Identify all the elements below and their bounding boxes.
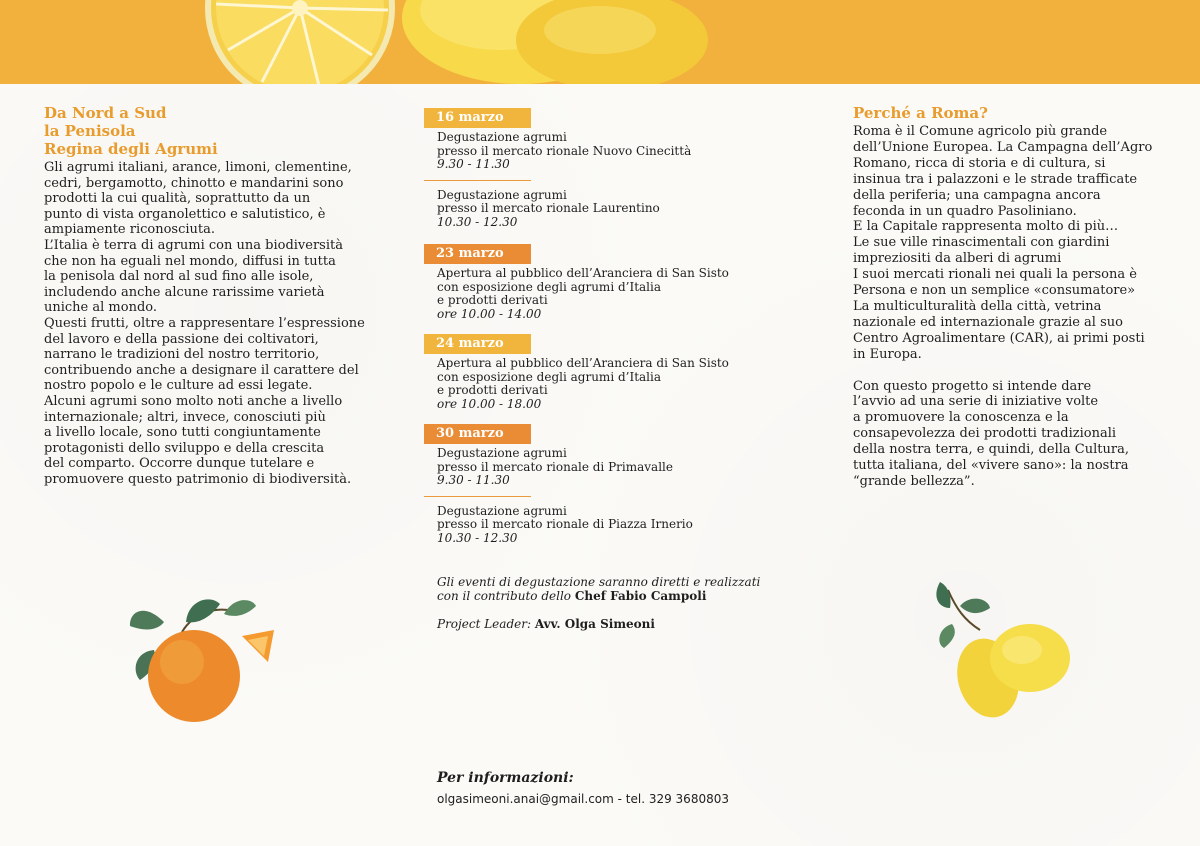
orange-illustration — [124, 592, 284, 722]
right-body-text: Roma è il Comune agricolo più grande dell’Unione Europea. La Campagna dell’Agro Romano, ricca di storia e di cultura, si insinua tra i palazzoni e le strade trafficate della periferia; una campagna ancora feconda in un quadro Pasoliniano. E la Capitale rappresenta molto di più… Le sue ville rinascimentali con giardini impreziositi da alberi di agrumi I suoi mercati rionali nei quali la persona è Persona e non un semplice «consumatore» La multiculturalità della città, vetrina nazionale ed internazionale grazie al suo Centro Agroalimentare (CAR), ai primi posti in Europa. Con questo progetto si intende dare l’avvio ad una serie di iniziative volte a promuovere la conoscenza e la consapevolezza dei prodotti tradizionali della nostra terra, e quindi, della Cultura, tutta italiana, del «vivere sano»: la nostra “grande bellezza”. — [853, 124, 1153, 489]
left-heading-line: Da Nord a Sud — [44, 104, 167, 122]
credits-line — [437, 589, 777, 603]
event-item — [437, 357, 729, 411]
credits-prefix: con il contributo dello — [437, 589, 575, 603]
left-body-text: Gli agrumi italiani, arance, limoni, clementine, cedri, bergamotto, chinotto e mandarini sono prodotti la cui qualità, soprattutto da un punto di vista organolettico e salutistico, è ampiamente riconosciuta. L’Italia è terra di agrumi con una biodiversità che non ha eguali nel mondo, diffusi in tutta la penisola dal nord al sud fino alle isole, includendo anche alcune rarissime varietà uniche al mondo. Questi frutti, oltre a rappresentare l’espressione del lavoro e della passione dei coltivatori, narrano le tradizioni del nostro territorio, contribuendo anche a designare il carattere del nostro popolo e le culture ad essi legate. Alcuni agrumi sono molto noti anche a livello internazionale; altri, invece, conosciuti più a livello locale, sono tutti congiuntamente protagonisti dello sviluppo e della crescita del comparto. Occorre dunque tutelare e promuovere questo patrimonio di biodiversità. — [44, 160, 365, 487]
event-text: Degustazione agrumi — [437, 446, 567, 460]
schedule-day — [424, 106, 691, 230]
event-item — [437, 189, 691, 230]
schedule-day — [424, 332, 729, 411]
event-item — [437, 267, 729, 321]
contact-line: olgasimeoni.anai@gmail.com - tel. 329 3680803 — [437, 792, 729, 806]
event-time: ore 10.00 - 14.00 — [437, 306, 542, 321]
event-time: 10.30 - 12.30 — [437, 214, 518, 229]
info-title: Per informazioni: — [437, 770, 574, 786]
date-label: 23 marzo — [424, 244, 531, 264]
date-label: 30 marzo — [424, 424, 531, 444]
event-time: 9.30 - 11.30 — [437, 157, 510, 172]
credits — [437, 575, 777, 631]
event-item — [437, 131, 691, 172]
event-text: Degustazione agrumi — [437, 130, 567, 144]
lemons-header-illustration — [0, 0, 1200, 84]
project-leader-name: Avv. Olga Simeoni — [534, 617, 655, 631]
event-text: e prodotti derivati — [437, 383, 548, 398]
event-text: con esposizione degli agrumi d’Italia — [437, 369, 662, 384]
event-text: presso il mercato rionale Nuovo Cinecittà — [437, 143, 692, 158]
event-item — [437, 505, 693, 546]
lemons-illustration — [930, 578, 1080, 728]
event-time: ore 10.00 - 18.00 — [437, 396, 542, 411]
event-text: presso il mercato rionale Laurentino — [437, 201, 660, 216]
info-block — [437, 770, 777, 806]
event-text: presso il mercato rionale di Primavalle — [437, 459, 673, 474]
event-time: 10.30 - 12.30 — [437, 530, 518, 545]
schedule-day — [424, 422, 693, 546]
event-text: presso il mercato rionale di Piazza Irnerio — [437, 517, 693, 532]
date-label: 16 marzo — [424, 108, 531, 128]
event-text: Apertura al pubblico dell’Aranciera di San Sisto — [437, 356, 729, 370]
event-time: 9.30 - 11.30 — [437, 473, 510, 488]
event-text: Degustazione agrumi — [437, 503, 567, 518]
schedule-day — [424, 242, 729, 321]
left-heading-line: Regina degli Agrumi — [44, 140, 218, 158]
header-band — [0, 0, 1200, 84]
event-text: con esposizione degli agrumi d’Italia — [437, 279, 662, 294]
event-text: Apertura al pubblico dell’Aranciera di San Sisto — [437, 266, 729, 280]
event-text: e prodotti derivati — [437, 293, 548, 308]
right-column — [853, 104, 1173, 490]
event-item — [437, 447, 693, 488]
project-leader-label: Project Leader: — [437, 617, 535, 631]
credits-line: Gli eventi di degustazione saranno diretti e realizzati — [437, 575, 761, 589]
project-leader — [437, 617, 777, 631]
event-text: Degustazione agrumi — [437, 187, 567, 202]
left-heading — [44, 104, 374, 158]
event-separator — [424, 496, 531, 497]
event-separator — [424, 180, 531, 181]
left-heading-line: la Penisola — [44, 122, 136, 140]
right-heading: Perché a Roma? — [853, 104, 988, 122]
date-label: 24 marzo — [424, 334, 531, 354]
left-column — [44, 104, 374, 487]
chef-name: Chef Fabio Campoli — [574, 589, 707, 603]
